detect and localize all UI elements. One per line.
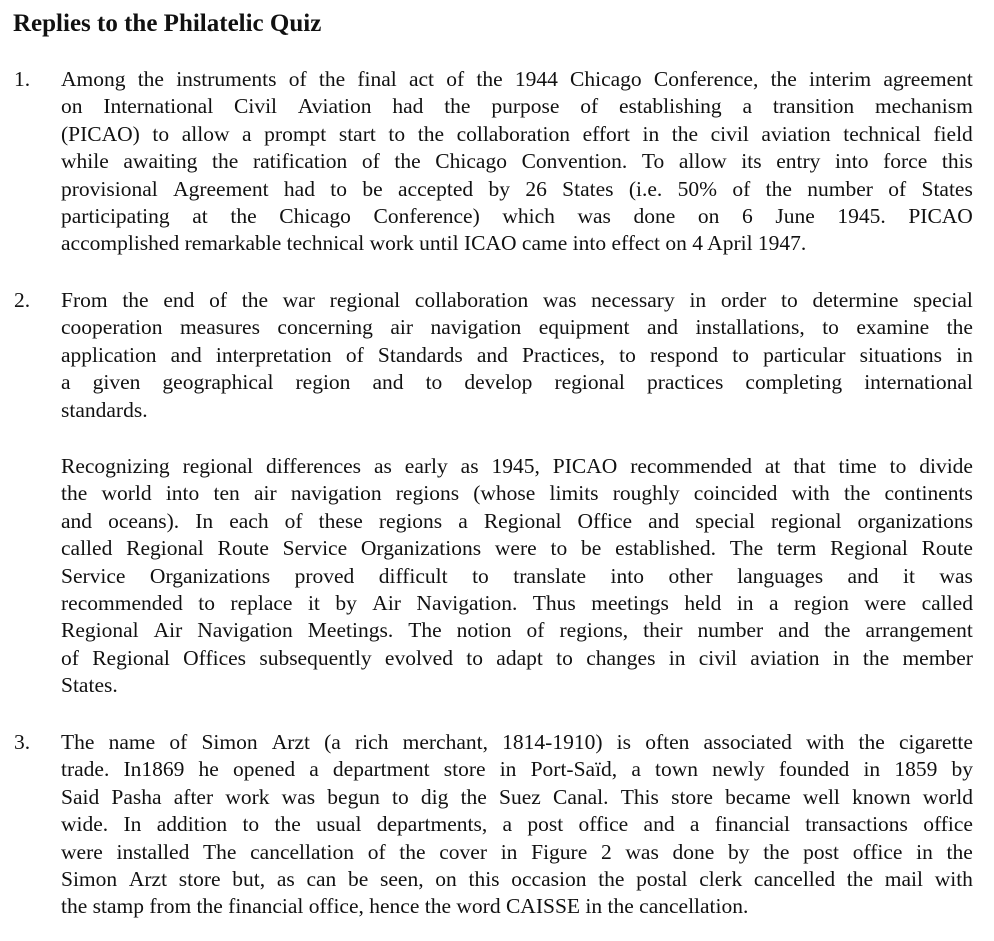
text-line: on International Civil Aviation had the purpose of establishing a transition mechanism	[61, 94, 973, 119]
text-line: Service Organizations proved difficult to translate into other languages and it was	[61, 563, 973, 588]
paragraph	[61, 729, 973, 921]
text-line: accomplished remarkable technical work until ICAO came into effect on 4 April 1947.	[61, 231, 807, 256]
text-line: a given geographical region and to develop regional practices completing international	[61, 370, 973, 395]
text-line: trade. In1869 he opened a department store in Port-Saïd, a town newly founded in 1859 by	[61, 757, 973, 782]
text-line: Said Pasha after work was begun to dig the Suez Canal. This store became well known world	[61, 784, 973, 809]
text-line: The name of Simon Arzt (a rich merchant, 1814-1910) is often associated with the cigarette	[61, 730, 973, 754]
text-line: Among the instruments of the final act of the 1944 Chicago Conference, the interim agreement	[61, 67, 973, 91]
text-line: standards.	[61, 397, 148, 422]
text-line: recommended to replace it by Air Navigation. Thus meetings held in a region were called	[61, 590, 973, 615]
text-line: while awaiting the ratification of the Chicago Convention. To allow its entry into force this	[61, 149, 973, 174]
text-line: were installed The cancellation of the cover in Figure 2 was done by the post office in the	[61, 839, 973, 864]
text-line: cooperation measures concerning air navigation equipment and installations, to examine the	[61, 315, 973, 340]
text-line: called Regional Route Service Organizations were to be established. The term Regional Route	[61, 536, 973, 561]
document-title: Replies to the Philatelic Quiz	[13, 10, 322, 37]
item-number: 1.	[14, 67, 31, 91]
text-line: the stamp from the financial office, hence the word CAISSE in the cancellation.	[61, 894, 749, 919]
paragraph	[61, 453, 973, 700]
text-line: application and interpretation of Standards and Practices, to respond to particular situations in	[61, 342, 973, 367]
paragraph	[61, 287, 973, 424]
text-line: Simon Arzt store but, as can be seen, on this occasion the postal clerk cancelled the mail with	[61, 866, 973, 891]
text-line: the world into ten air navigation regions (whose limits roughly coincided with the continents	[61, 481, 973, 506]
text-line: of Regional Offices subsequently evolved to adapt to changes in civil aviation in the member	[61, 645, 973, 670]
text-line: (PICAO) to allow a prompt start to the collaboration effort in the civil aviation technical field	[61, 121, 973, 146]
text-line: provisional Agreement had to be accepted by 26 States (i.e. 50% of the number of States	[61, 176, 973, 201]
item-number: 2.	[14, 288, 31, 312]
paragraph	[61, 66, 973, 258]
text-line: States.	[61, 673, 118, 698]
text-line: Recognizing regional differences as early as 1945, PICAO recommended at that time to divide	[61, 454, 973, 478]
item-number: 3.	[14, 730, 31, 754]
text-line: From the end of the war regional collaboration was necessary in order to determine special	[61, 288, 973, 312]
text-line: participating at the Chicago Conference) which was done on 6 June 1945. PICAO	[61, 203, 973, 228]
text-line: Regional Air Navigation Meetings. The notion of regions, their number and the arrangement	[61, 618, 973, 643]
text-line: wide. In addition to the usual departments, a post office and a financial transactions office	[61, 812, 973, 837]
text-line: and oceans). In each of these regions a Regional Office and special regional organizations	[61, 508, 973, 533]
